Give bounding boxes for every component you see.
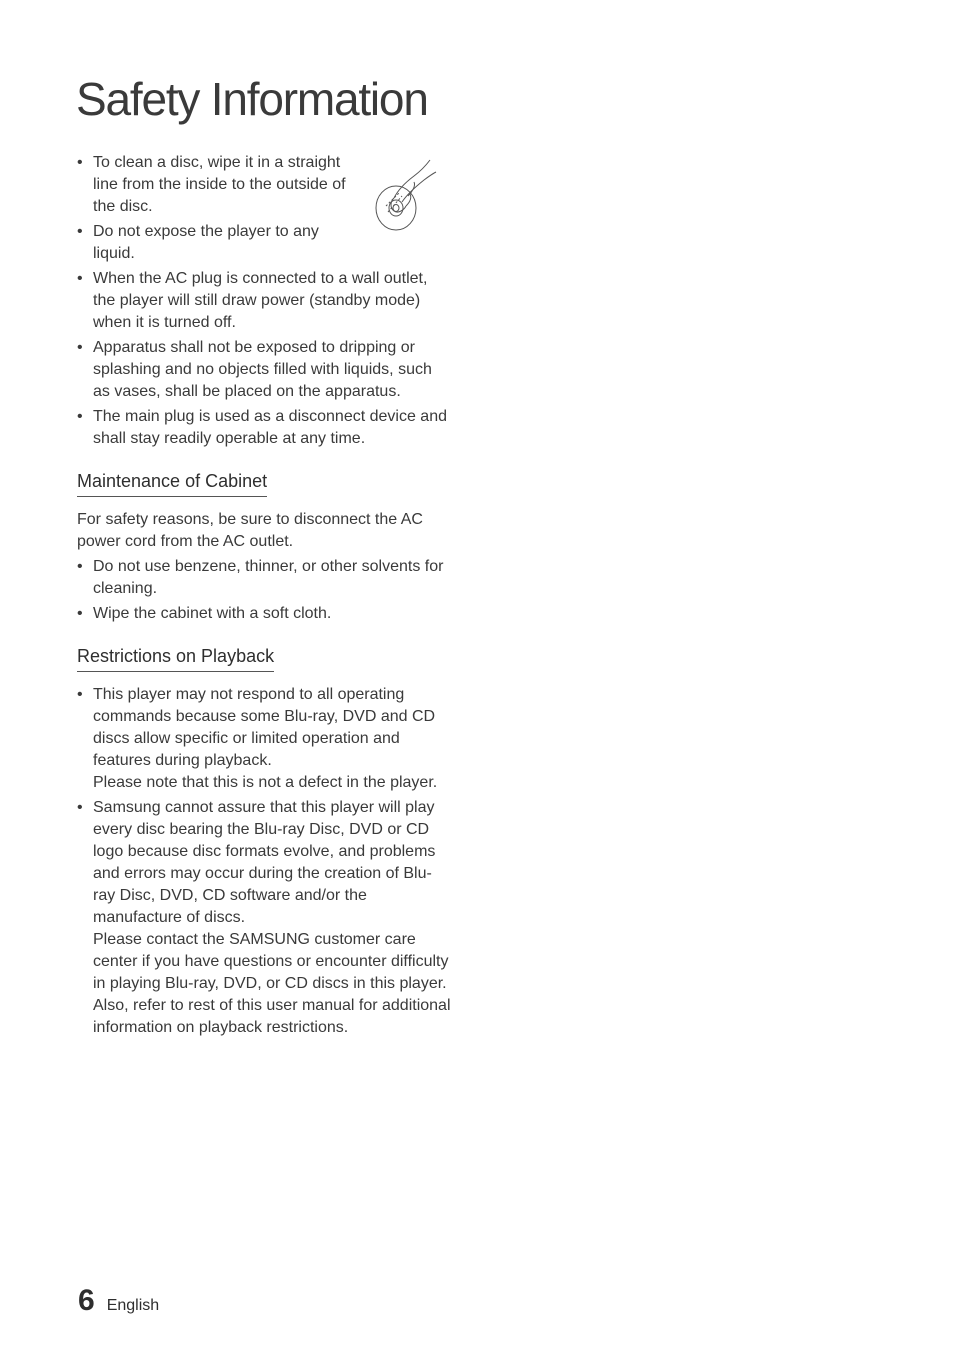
list-item [77, 684, 452, 794]
list-item: • To clean a disc, wipe it in a straight line from the inside to the outside of the disc. [77, 152, 363, 218]
list-item-text: • This player may not respond to all operating commands because some Blu-ray, DVD and CD discs allow specific or limited operation and features during playback. [93, 686, 436, 769]
list-item [77, 797, 452, 1039]
list-item: • Do not expose the player to any liquid. [77, 221, 363, 265]
content-body [77, 152, 452, 1042]
list-item: • The main plug is used as a disconnect device and shall stay readily operable at any time. [77, 406, 452, 450]
list-item-text: • Samsung cannot assure that this player will play every disc bearing the Blu-ray Disc, DVD or CD logo because disc formats evolve, and problems and errors may occur during the creation of Blu-ray Disc, DVD, CD software and/or the manufacture of discs. [93, 799, 436, 926]
maintenance-intro: For safety reasons, be sure to disconnect the AC power cord from the AC outlet. [77, 511, 423, 550]
intro-bullet-list [77, 152, 452, 450]
page-footer [78, 1286, 159, 1316]
restrictions-bullet-list [77, 684, 452, 1039]
section-heading-maintenance: Maintenance of Cabinet [77, 470, 267, 497]
page-number: 6 [78, 1284, 95, 1317]
page-title: Safety Information [76, 73, 428, 125]
list-item: • When the AC plug is connected to a wall outlet, the player will still draw power (standby mode) when it is turned off. [77, 268, 452, 334]
list-item: • Wipe the cabinet with a soft cloth. [77, 603, 452, 625]
list-item-note: Please note that this is not a defect in the player. [93, 774, 438, 791]
list-item: • Apparatus shall not be exposed to dripping or splashing and no objects filled with liquids, such as vases, shall be placed on the apparatus. [77, 337, 452, 403]
list-item-note: Please contact the SAMSUNG customer care center if you have questions or encounter difficulty in playing Blu-ray, DVD, or CD discs in this player. Also, refer to rest of this user manual for additional information on playback restrictions. [93, 931, 451, 1036]
maintenance-bullet-list [77, 556, 452, 625]
section-heading-restrictions: Restrictions on Playback [77, 645, 274, 672]
footer-language: English [106, 1297, 160, 1314]
list-item: • Do not use benzene, thinner, or other solvents for cleaning. [77, 556, 452, 600]
